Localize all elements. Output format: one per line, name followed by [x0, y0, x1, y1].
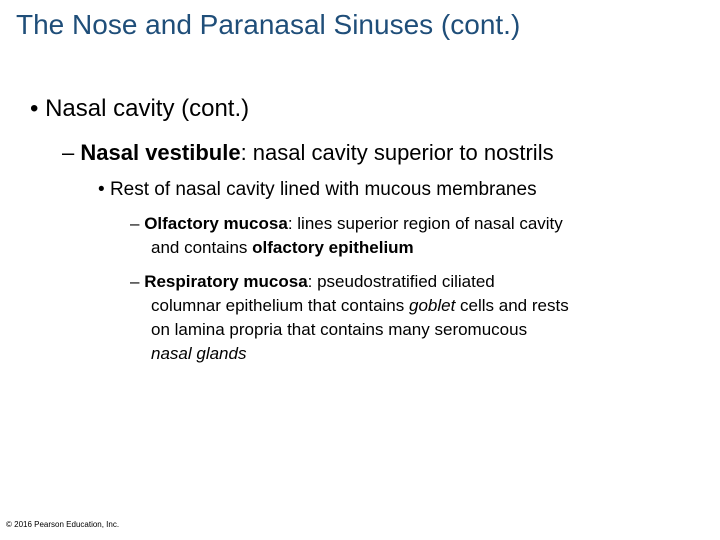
bullet-mucous-membranes	[98, 178, 537, 202]
bullet-text: Nasal cavity (cont.)	[45, 95, 250, 122]
continuation-line: on lamina propria that contains many seromucous	[151, 320, 528, 339]
continuation-text: and contains	[151, 238, 253, 257]
subbullet-nasal-vestibule	[62, 139, 554, 167]
subbullet-respiratory-mucosa	[130, 270, 569, 366]
term-nasal-vestibule: Nasal vestibule	[80, 140, 241, 165]
copyright-notice: © 2016 Pearson Education, Inc.	[6, 520, 120, 529]
bullet-nasal-cavity	[30, 94, 249, 124]
term-olfactory-epithelium: olfactory epithelium	[252, 238, 414, 257]
term-goblet: goblet	[408, 296, 456, 315]
continuation-text: cells and rests	[455, 296, 569, 315]
dash-marker: –	[130, 272, 140, 291]
continuation-text: columnar epithelium that contains	[151, 296, 409, 315]
definition-text: : nasal cavity superior to nostrils	[240, 140, 554, 165]
slide-title: The Nose and Paranasal Sinuses (cont.)	[16, 9, 521, 40]
dash-marker: –	[62, 140, 75, 165]
term-nasal-glands: nasal glands	[151, 344, 247, 363]
definition-text: : lines superior region of nasal cavity	[287, 214, 563, 233]
continuation-line	[130, 294, 569, 318]
term-olfactory-mucosa: Olfactory mucosa	[144, 214, 288, 233]
subbullet-olfactory-mucosa	[130, 212, 563, 260]
term-respiratory-mucosa: Respiratory mucosa	[144, 272, 308, 291]
bullet-marker: •	[30, 95, 39, 122]
dash-marker: –	[130, 214, 140, 233]
continuation-line	[130, 236, 563, 260]
bullet-marker: •	[98, 179, 105, 200]
definition-text: : pseudostratified ciliated	[307, 272, 495, 291]
bullet-text: Rest of nasal cavity lined with mucous membranes	[109, 179, 537, 200]
